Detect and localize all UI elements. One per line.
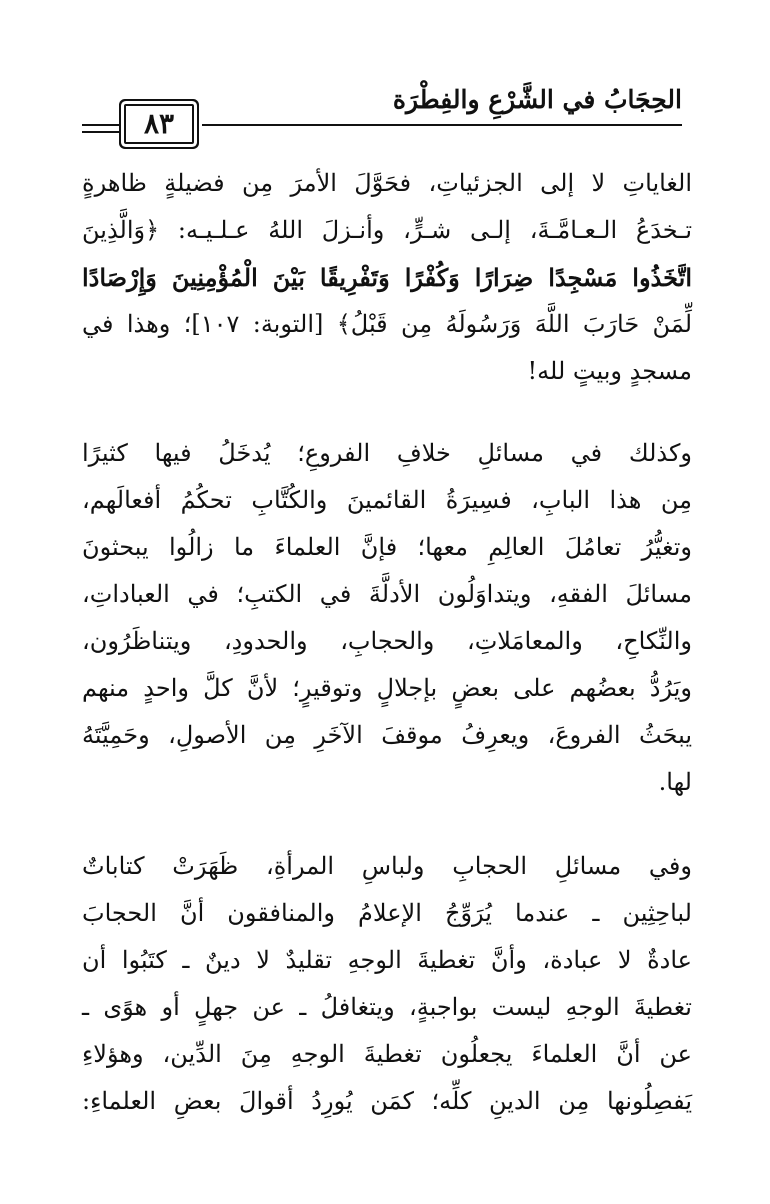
paragraph-gap xyxy=(82,806,692,843)
text-line: تـخدَعُ الـعـامَّـةَ، إلـى شـرٍّ، وأنـزلَ اللهُ عـلـيـه: ﴿وَالَّذِينَ xyxy=(82,216,692,244)
text-line: لباحِثِين ـ عندما يُرَوِّجُ الإعلامُ والمنافقون أنَّ الحجابَ xyxy=(82,899,692,927)
text-line: وكذلك في مسائلِ خلافِ الفروعِ؛ يُدخَلُ فيها كثيرًا xyxy=(82,439,692,467)
quran-verse-line: اتَّخَذُوا مَسْجِدًا ضِرَارًا وَكُفْرًا وَتَفْرِيقًا بَيْنَ الْمُؤْمِنِينَ وَإِرْصَادًا xyxy=(82,263,692,292)
page-number-frame xyxy=(124,104,194,144)
header-rule xyxy=(202,124,682,126)
running-title: الحِجَابُ في الشَّرْعِ والفِطْرَة xyxy=(392,85,682,114)
body-text xyxy=(82,160,692,1125)
paragraph-1 xyxy=(82,160,692,395)
text-line: وتغيُّرُ تعامُلَ العالِمِ معها؛ فإنَّ العلماءَ ما زالُوا يبحثونَ xyxy=(82,533,692,561)
text-line: يَفصِلُونها مِن الدينِ كلِّه؛ كمَن يُورِدُ أقوالَ بعضِ العلماءِ: xyxy=(82,1087,692,1115)
page-number: ٨٣ xyxy=(143,107,175,140)
page-header xyxy=(82,84,682,144)
text-line: الغاياتِ لا إلى الجزئياتِ، فحَوَّلَ الأمرَ مِن فضيلةٍ ظاهرةٍ xyxy=(82,169,692,197)
text-line: لِّمَنْ حَارَبَ اللَّهَ وَرَسُولَهُ مِن قَبْلُ﴾ [التوبة: ١٠٧]؛ وهذا في xyxy=(82,310,693,338)
text-line: عادةٌ لا عبادة، وأنَّ تغطيةَ الوجهِ تقليدٌ لا دينٌ ـ كتَبُوا أن xyxy=(82,946,692,974)
text-line: مسائلَ الفقهِ، ويتداوَلُون الأدلَّةَ في الكتبِ؛ في العباداتِ، xyxy=(82,580,692,608)
text-line: يبحَثُ الفروعَ، ويعرِفُ موقفَ الآخَرِ مِن الأصولِ، وحَمِيَّتَهُ xyxy=(82,721,692,749)
text-line: لها. xyxy=(658,768,692,796)
paragraph-2 xyxy=(82,430,692,806)
text-line: تغطيةَ الوجهِ ليست بواجبةٍ، ويتغافلُ ـ عن جهلٍ أو هوًى ـ xyxy=(82,993,692,1021)
text-line: مِن هذا البابِ، فسِيرَةُ القائمينَ والكُتَّابِ تحكُمُ أفعالَهم، xyxy=(82,486,692,514)
text-line: والنِّكاحِ، والمعامَلاتِ، والحجابِ، والحدودِ، ويتناظَرُون، xyxy=(82,627,692,655)
text-line: مسجدٍ وبيتٍ لله! xyxy=(527,357,692,385)
text-line: عن أنَّ العلماءَ يجعلُون تغطيةَ الوجهِ مِنَ الدِّين، وهؤلاءِ xyxy=(82,1040,692,1068)
header-rule-left xyxy=(82,124,124,133)
text-line: ويَرُدُّ بعضُهم على بعضٍ بإجلالٍ وتوقيرٍ؛ لأنَّ كلَّ واحدٍ منهم xyxy=(82,674,692,702)
paragraph-gap xyxy=(82,395,692,430)
text-line: وفي مسائلِ الحجابِ ولباسِ المرأةِ، ظَهَرَتْ كتاباتٌ xyxy=(82,852,692,880)
paragraph-3 xyxy=(82,843,692,1125)
